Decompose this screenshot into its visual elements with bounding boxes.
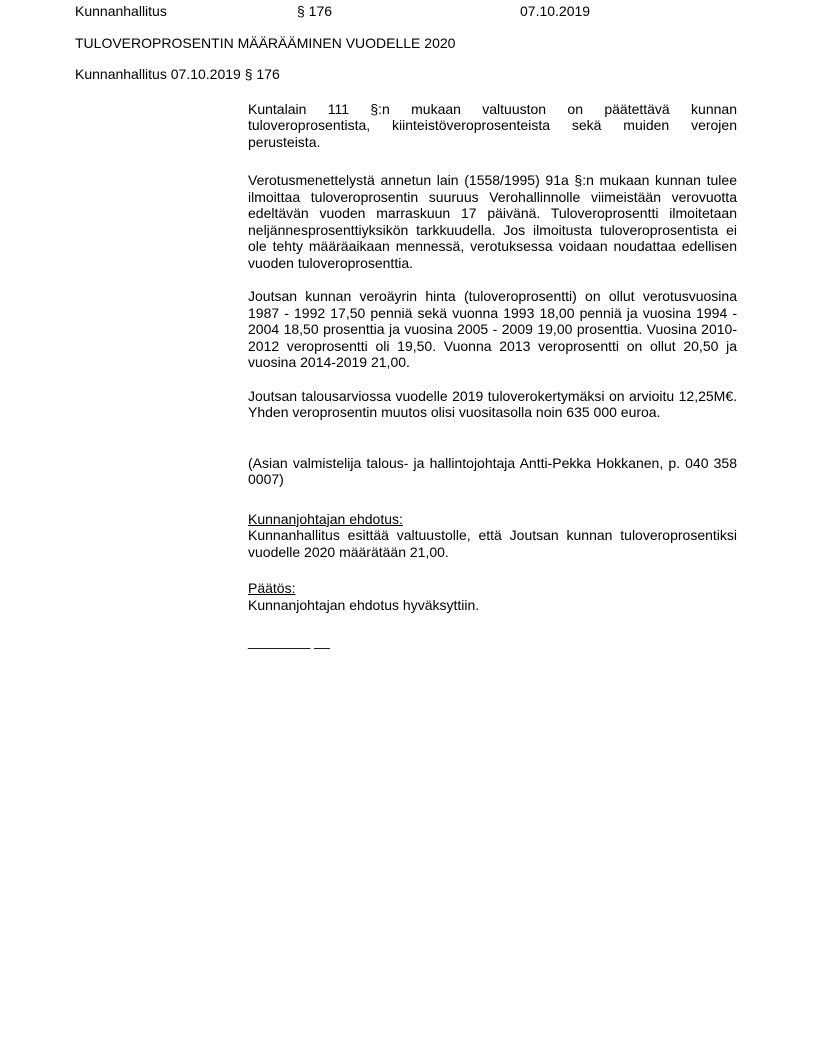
document-title: TULOVEROPROSENTIN MÄÄRÄÄMINEN VUODELLE 2020: [75, 34, 456, 51]
decision-text: Kunnanjohtajan ehdotus hyväksyttiin.: [248, 596, 480, 613]
body-column: [248, 101, 737, 650]
body-paragraph: Joutsan kunnan veroäyrin hinta (tuloveroprosentti) on ollut verotusvuosina 1987 - 1992 17,50 penniä sekä vuonna 1993 18,00 penniä ja vuosina 1994 - 2004 18,50 prosenttia ja vuosina 2005 - 2009 19,00 prosenttia. Vuosina 2010-2012 veroprosentti oli 19,50. Vuonna 2013 veroprosentti on ollut 20,50 ja vuosina 2014-2019 21,00.: [248, 288, 737, 370]
meta-line: Kunnanhallitus 07.10.2019 § 176: [75, 66, 280, 82]
page-header: [75, 3, 737, 20]
body-paragraph: Verotusmenettelystä annetun lain (1558/1995) 91a §:n mukaan kunnan tulee ilmoittaa tuloveroprosentin suuruus Verohallinnolle viimeistään verovuotta edeltävän vuoden marraskuun 17 päivänä. Tuloveroprosentti ilmoitetaan neljännesprosenttiyksikön tarkkuudella. Jos ilmoitusta tuloveroprosentista ei ole tehty määräaikaan mennessä, verotuksessa voidaan noudattaa edellisen vuoden tuloveroprosenttia.: [248, 172, 737, 271]
header-committee: Kunnanhallitus: [75, 3, 167, 19]
decision-heading: Päätös:: [248, 580, 296, 596]
proposal-section: [248, 511, 737, 561]
proposal-text: Kunnanhallitus esittää valtuustolle, että Joutsan kunnan tuloveroprosentiksi vuodelle 2020 määrätään 21,00.: [248, 527, 737, 560]
header-date: 07.10.2019: [520, 3, 591, 19]
proposal-heading: Kunnanjohtajan ehdotus:: [248, 510, 403, 527]
header-section-number: § 176: [297, 3, 333, 19]
body-paragraph: Kuntalain 111 §:n mukaan valtuuston on päätettävä kunnan tuloveroprosentista, kiinteistöveroprosenteista sekä muiden verojen perusteista.: [248, 100, 737, 150]
decision-section: [248, 580, 737, 613]
body-paragraph: Joutsan talousarviossa vuodelle 2019 tuloverokertymäksi on arvioitu 12,25M€. Yhden veroprosentin muutos olisi vuositasolla noin 635 000 euroa.: [248, 387, 737, 420]
signature-line: ________ __: [248, 633, 330, 649]
preparer-note: (Asian valmistelija talous- ja hallintojohtaja Antti-Pekka Hokkanen, p. 040 358 0007): [248, 454, 737, 487]
